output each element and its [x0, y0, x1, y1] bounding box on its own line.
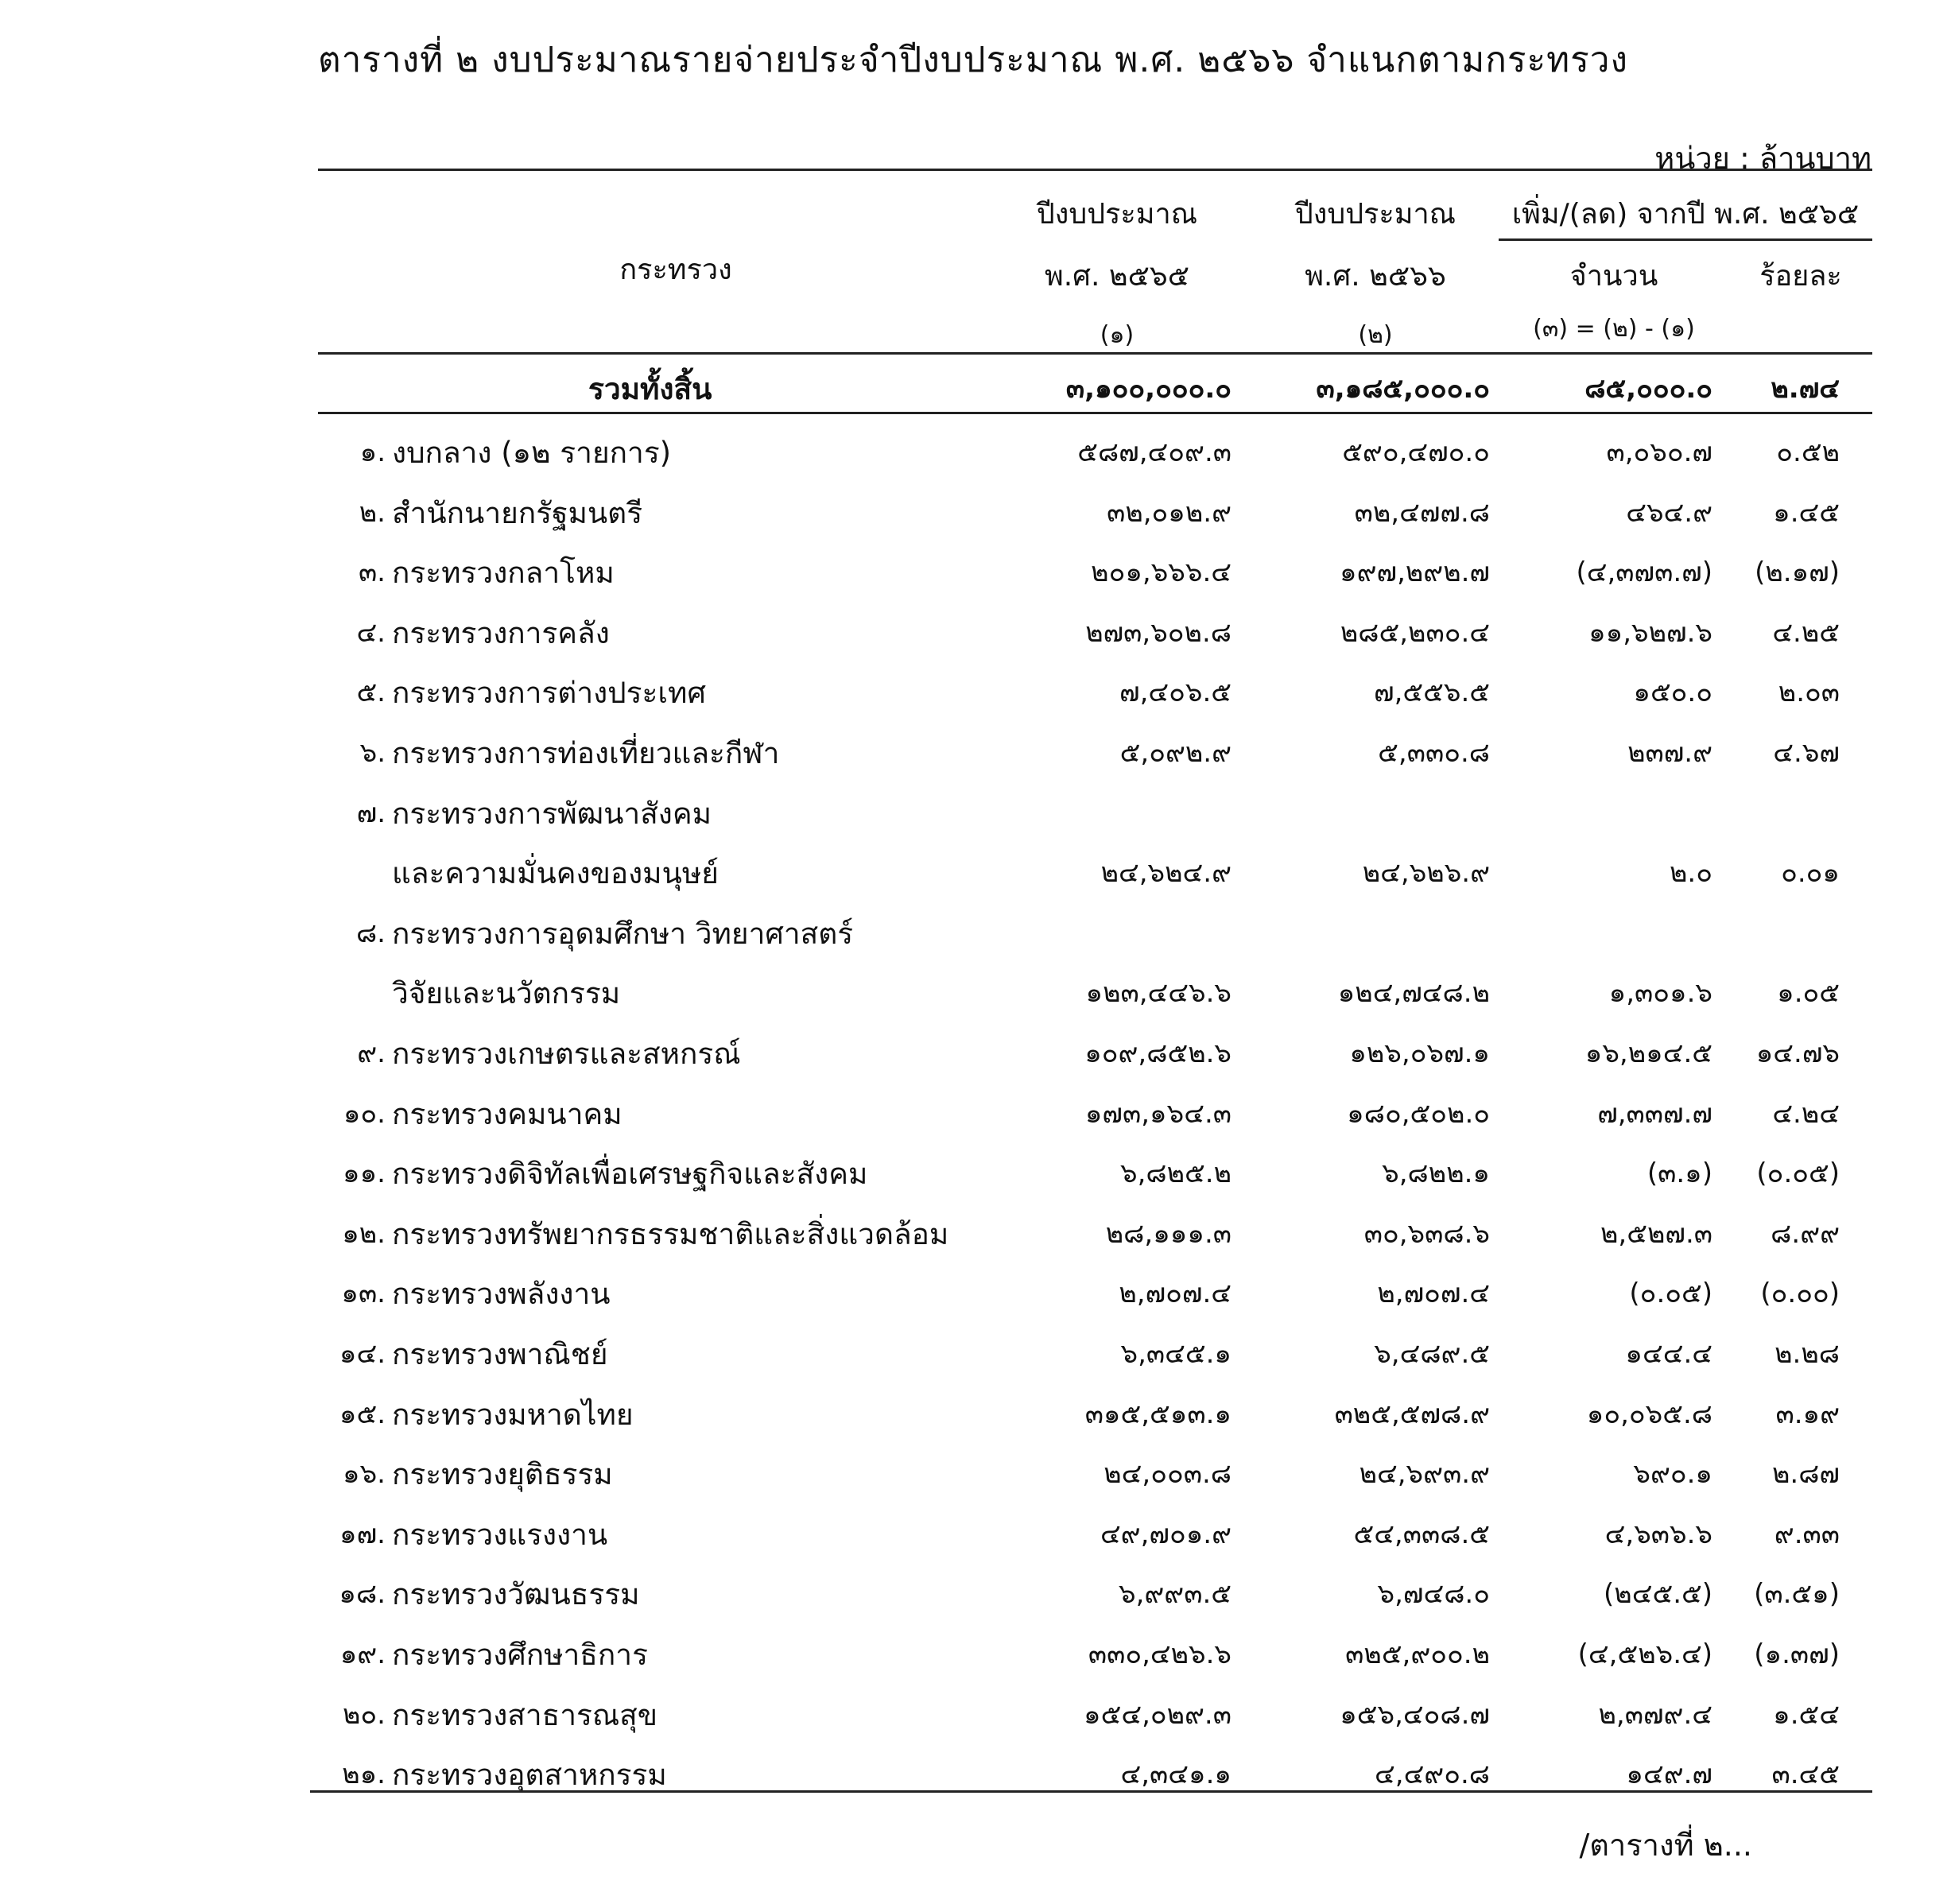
row-change-amount: ๑๑,๖๒๗.๖: [1588, 616, 1712, 649]
row-change-percent: ๒.๘๗: [1771, 1458, 1840, 1491]
row-fy2565-value: ๒๐๑,๖๖๖.๔: [1091, 556, 1231, 589]
row-change-amount: ๑๔๙.๗: [1626, 1759, 1712, 1791]
row-fy2566-value: ๖,๘๒๒.๑: [1382, 1158, 1490, 1190]
row-change-percent: (๒.๑๗): [1755, 556, 1840, 589]
row-change-amount: (๓.๑): [1647, 1158, 1712, 1190]
table-row: [0, 603, 1951, 663]
row-number: ๑๐.: [343, 1097, 386, 1130]
row-fy2566-value: ๕,๓๓๐.๘: [1378, 737, 1490, 769]
total-bottom-rule: [318, 412, 1872, 414]
row-ministry-name: กระทรวงการพัฒนาสังคม: [392, 796, 712, 831]
row-change-percent: ๘.๙๙: [1771, 1217, 1840, 1250]
table-bottom-rule: [310, 1790, 1872, 1793]
row-ministry-name: กระทรวงดิจิทัลเพื่อเศรษฐกิจและสังคม: [392, 1157, 868, 1192]
row-number: ๑๘.: [339, 1578, 386, 1611]
row-ministry-name: กระทรวงมหาดไทย: [392, 1397, 634, 1432]
header-change-group: เพิ่ม/(ลด) จากปี พ.ศ. ๒๕๖๕: [1511, 198, 1860, 231]
row-fy2565-value: ๓๓๐,๔๒๖.๖: [1088, 1638, 1231, 1670]
row-change-percent: ๔.๒๔: [1772, 1097, 1840, 1130]
row-ministry-name: สำนักนายกรัฐมนตรี: [392, 495, 643, 530]
row-fy2565-value: ๒๔,๐๐๓.๘: [1103, 1458, 1231, 1491]
row-fy2566-value: ๑๒๔,๗๔๘.๒: [1337, 977, 1490, 1010]
row-change-amount: (๐.๐๕): [1629, 1278, 1712, 1310]
row-ministry-name: กระทรวงการท่องเที่ยวและกีฬา: [392, 736, 780, 770]
row-change-amount: (๔,๓๗๓.๗): [1576, 556, 1712, 589]
row-change-percent: ๔.๒๕: [1772, 616, 1840, 649]
row-ministry-name: กระทรวงพาณิชย์: [392, 1337, 608, 1371]
unit-label: หน่วย : ล้านบาท: [1654, 141, 1871, 176]
table-row: [0, 663, 1951, 723]
row-fy2565-value: ๕,๐๙๒.๙: [1119, 737, 1231, 769]
row-fy2565-value: ๑๒๓,๔๔๖.๖: [1085, 977, 1231, 1010]
table-row: [0, 1144, 1951, 1204]
header-change-percent: ร้อยละ: [1759, 260, 1842, 293]
row-fy2565-value: ๒๔,๖๒๔.๙: [1100, 857, 1231, 890]
row-fy2565-value: ๖,๙๙๓.๕: [1119, 1578, 1231, 1611]
row-number: ๑๕.: [339, 1398, 386, 1430]
row-fy2565-value: ๔๙,๗๐๑.๙: [1100, 1518, 1231, 1550]
table-row: [0, 423, 1951, 483]
table-row: [0, 1264, 1951, 1324]
row-fy2566-value: ๖,๔๘๙.๕: [1374, 1338, 1490, 1370]
table-row: [0, 1024, 1951, 1084]
row-fy2566-value: ๑๙๗,๒๙๒.๗: [1340, 556, 1490, 589]
table-top-rule: [318, 169, 1872, 171]
row-change-amount: (๒๔๕.๕): [1604, 1578, 1712, 1611]
row-fy2566-value: ๑๒๖,๐๖๗.๑: [1349, 1037, 1490, 1069]
row-fy2566-value: ๑๕๖,๔๐๘.๗: [1340, 1698, 1490, 1731]
row-change-percent: ๓.๔๕: [1771, 1759, 1840, 1791]
row-fy2565-value: ๒๗๓,๖๐๒.๘: [1085, 616, 1231, 649]
row-ministry-name: กระทรวงแรงงาน: [392, 1517, 608, 1552]
row-change-amount: ๑๖,๒๑๔.๕: [1584, 1037, 1712, 1069]
row-change-percent: ๒.๐๓: [1778, 677, 1840, 709]
row-ministry-name: กระทรวงวัฒนธรรม: [392, 1577, 640, 1612]
row-ministry-name: กระทรวงคมนาคม: [392, 1096, 623, 1131]
row-ministry-name: กระทรวงทรัพยากรธรรมชาติและสิ่งแวดล้อม: [392, 1216, 949, 1251]
row-number: ๑๒.: [342, 1217, 386, 1250]
row-change-percent: (๐.๐๕): [1756, 1158, 1840, 1190]
row-number: ๕.: [356, 677, 386, 709]
row-change-amount: ๖๙๐.๑: [1633, 1458, 1712, 1491]
total-row: [0, 359, 1951, 419]
row-fy2565-value: ๑๗๓,๑๖๔.๓: [1084, 1097, 1231, 1130]
row-fy2565-value: ๗,๔๐๖.๕: [1119, 677, 1231, 709]
table-row: [0, 1385, 1951, 1444]
row-number: ๖.: [359, 737, 386, 769]
row-ministry-name: กระทรวงเกษตรและสหกรณ์: [392, 1037, 741, 1071]
header-fy2566-mid: พ.ศ. ๒๕๖๖: [1305, 260, 1446, 293]
row-ministry-name: กระทรวงการคลัง: [392, 615, 610, 650]
row-fy2566-value: ๑๘๐,๕๐๒.๐: [1347, 1097, 1490, 1130]
row-fy2566-value: ๓๒๕,๕๗๘.๙: [1334, 1398, 1490, 1430]
row-number: ๑.: [359, 436, 386, 468]
table-row: [0, 543, 1951, 603]
row-ministry-name: กระทรวงสาธารณสุข: [392, 1697, 658, 1732]
header-fy2566-top: ปีงบประมาณ: [1294, 198, 1456, 231]
table-row: [0, 1324, 1951, 1384]
total-label: รวมทั้งสิ้น: [588, 372, 712, 406]
row-fy2566-value: ๔,๔๙๐.๘: [1375, 1759, 1490, 1791]
row-number: ๑๖.: [343, 1458, 386, 1491]
row-ministry-name: กระทรวงการอุดมศึกษา วิทยาศาสตร์: [392, 916, 854, 951]
row-fy2565-value: ๕๘๗,๔๐๙.๓: [1077, 436, 1231, 468]
row-fy2566-value: ๓๐,๖๓๘.๖: [1363, 1217, 1490, 1250]
header-bottom-rule: [318, 352, 1872, 355]
header-fy2565-col-number: (๑): [1100, 321, 1135, 349]
row-change-percent: (๓.๕๑): [1754, 1578, 1840, 1611]
table-row: [0, 784, 1951, 843]
row-fy2566-value: ๕๙๐,๔๗๐.๐: [1342, 436, 1490, 468]
row-change-amount: ๑๐,๐๖๕.๘: [1586, 1398, 1712, 1430]
row-ministry-name: งบกลาง (๑๒ รายการ): [392, 436, 672, 470]
table-row: [0, 1745, 1951, 1805]
table-row: [0, 1505, 1951, 1565]
row-ministry-name: กระทรวงการต่างประเทศ: [392, 676, 706, 711]
row-ministry-name: กระทรวงอุตสาหกรรม: [392, 1758, 667, 1793]
row-change-amount: ๑,๓๐๑.๖: [1608, 977, 1712, 1010]
row-change-amount: ๗,๓๓๗.๗: [1597, 1097, 1712, 1130]
row-change-amount: ๒๓๗.๙: [1627, 737, 1712, 769]
row-change-amount: ๓,๐๖๐.๗: [1606, 436, 1712, 468]
table-row: [0, 843, 1951, 903]
table-row: [0, 1204, 1951, 1264]
total-fy2566: ๓,๑๘๕,๐๐๐.๐: [1316, 373, 1490, 405]
header-fy2565-top: ปีงบประมาณ: [1036, 198, 1198, 231]
header-fy2566-col-number: (๒): [1358, 321, 1393, 349]
row-fy2566-value: ๖,๗๔๘.๐: [1377, 1578, 1490, 1611]
row-change-percent: ๒.๒๘: [1775, 1338, 1840, 1370]
row-ministry-name: กระทรวงพลังงาน: [392, 1277, 611, 1312]
row-number: ๙.: [357, 1037, 386, 1069]
row-ministry-name: กระทรวงศึกษาธิการ: [392, 1638, 648, 1672]
row-ministry-name: วิจัยและนวัตกรรม: [392, 976, 621, 1011]
row-fy2566-value: ๓๒๕,๙๐๐.๒: [1345, 1638, 1490, 1670]
header-change-formula: (๓) = (๒) - (๑): [1533, 315, 1695, 343]
row-change-amount: ๒,๓๗๙.๔: [1598, 1698, 1712, 1731]
row-fy2565-value: ๖,๘๒๕.๒: [1120, 1158, 1231, 1190]
row-change-percent: ๐.๕๒: [1776, 436, 1840, 468]
row-ministry-name: กระทรวงกลาโหม: [392, 556, 615, 591]
row-number: ๔.: [356, 616, 386, 649]
row-change-amount: ๔,๖๓๖.๖: [1604, 1518, 1712, 1550]
row-change-percent: ๐.๐๑: [1781, 857, 1840, 890]
header-change-amount: จำนวน: [1569, 260, 1658, 293]
row-fy2566-value: ๒๔,๖๙๓.๙: [1359, 1458, 1490, 1491]
row-fy2565-value: ๓๑๕,๕๑๓.๑: [1084, 1398, 1231, 1430]
row-ministry-name: กระทรวงยุติธรรม: [392, 1457, 613, 1492]
row-number: ๑๙.: [339, 1638, 386, 1670]
header-fy2565-mid: พ.ศ. ๒๕๖๕: [1045, 260, 1189, 293]
table-title: ตารางที่ ๒ งบประมาณรายจ่ายประจำปีงบประมาณ พ.ศ. ๒๕๖๖ จำแนกตามกระทรวง: [318, 40, 1628, 80]
row-change-percent: ๑๔.๗๖: [1755, 1037, 1840, 1069]
header-change-rule: [1499, 238, 1872, 241]
row-number: ๑๓.: [341, 1278, 386, 1310]
total-percent: ๒.๗๔: [1771, 373, 1840, 405]
row-change-percent: (๐.๐๐): [1760, 1278, 1840, 1310]
table-row: [0, 964, 1951, 1023]
row-change-amount: ๒.๐: [1670, 857, 1712, 890]
row-change-percent: ๓.๑๙: [1775, 1398, 1840, 1430]
row-number: ๓.: [358, 556, 386, 589]
row-number: ๒.: [359, 496, 386, 529]
row-change-percent: (๑.๓๗): [1754, 1638, 1840, 1670]
row-fy2565-value: ๓๒,๐๑๒.๙: [1107, 496, 1231, 529]
row-fy2566-value: ๒๔,๖๒๖.๙: [1362, 857, 1490, 890]
row-change-amount: ๑๔๔.๔: [1625, 1338, 1712, 1370]
row-ministry-name: และความมั่นคงของมนุษย์: [392, 856, 719, 891]
table-row: [0, 483, 1951, 543]
row-fy2565-value: ๒๘,๑๑๑.๓: [1105, 1217, 1231, 1250]
row-fy2566-value: ๗,๕๕๖.๕: [1374, 677, 1490, 709]
total-change: ๘๕,๐๐๐.๐: [1584, 373, 1712, 405]
row-change-percent: ๑.๔๕: [1773, 496, 1840, 529]
row-fy2565-value: ๒,๗๐๗.๔: [1119, 1278, 1231, 1310]
table-row: [0, 723, 1951, 783]
table-row: [0, 904, 1951, 964]
row-fy2566-value: ๒๘๕,๒๓๐.๔: [1340, 616, 1490, 649]
table-row: [0, 1685, 1951, 1745]
row-fy2565-value: ๑๕๔,๐๒๙.๓: [1084, 1698, 1231, 1731]
total-fy2565: ๓,๑๐๐,๐๐๐.๐: [1065, 373, 1231, 405]
table-row: [0, 1084, 1951, 1144]
row-number: ๑๔.: [339, 1338, 386, 1370]
row-fy2565-value: ๖,๓๔๕.๑: [1120, 1338, 1231, 1370]
header-ministry: กระทรวง: [619, 254, 732, 286]
row-number: ๘.: [355, 917, 386, 949]
row-change-amount: (๔,๕๒๖.๔): [1577, 1638, 1712, 1670]
row-fy2566-value: ๓๒,๔๗๗.๘: [1354, 496, 1490, 529]
row-number: ๗.: [356, 797, 386, 829]
row-change-percent: ๙.๓๓: [1774, 1518, 1840, 1550]
row-fy2566-value: ๕๔,๓๓๘.๕: [1353, 1518, 1490, 1550]
row-number: ๒๑.: [342, 1759, 386, 1791]
row-fy2566-value: ๒,๗๐๗.๔: [1377, 1278, 1490, 1310]
row-number: ๑๑.: [343, 1158, 386, 1190]
row-number: ๒๐.: [343, 1698, 386, 1731]
row-fy2565-value: ๑๐๙,๘๕๒.๖: [1084, 1037, 1231, 1069]
table-row: [0, 1565, 1951, 1624]
row-change-amount: ๔๖๔.๙: [1626, 496, 1712, 529]
table-row: [0, 1625, 1951, 1685]
row-change-percent: ๑.๐๕: [1777, 977, 1840, 1010]
continuation-note: /ตารางที่ ๒...: [1579, 1828, 1752, 1863]
row-change-percent: ๔.๖๗: [1773, 737, 1840, 769]
table-row: [0, 1444, 1951, 1504]
row-fy2565-value: ๔,๓๔๑.๑: [1120, 1759, 1231, 1791]
row-number: ๑๗.: [339, 1518, 386, 1550]
row-change-amount: ๒,๕๒๗.๓: [1600, 1217, 1712, 1250]
row-change-percent: ๑.๕๔: [1773, 1698, 1840, 1731]
row-change-amount: ๑๕๐.๐: [1633, 677, 1712, 709]
